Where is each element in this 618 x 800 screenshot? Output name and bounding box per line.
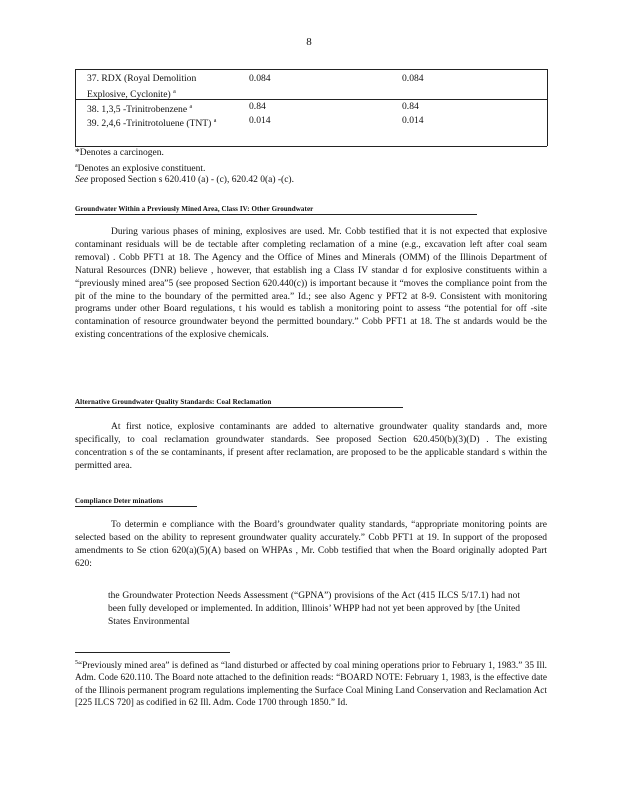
section-heading-compliance: Compliance Deter minations [75, 497, 197, 507]
table-left-rule [75, 69, 76, 146]
explosive-note: $^a$Denotes an explosive constituent. [75, 163, 206, 175]
table-top-rule [75, 69, 547, 70]
paragraph-groundwater: During various phases of mining, explosives are used. Mr. Cobb testified that it is not expected that explosive contaminant residuals will be de tectable after completing reclamation of a mine (e.g., excavation left after coal seam removal) . Cobb PFT1 at 18. The Agency and the Office of Mines and Minerals (OMM) of the Illinois Department of Natural Resources (DNR) believe , however, that establish ing a Class IV standar d for explosive constituents within a “previously mined area”5 (see proposed Section 620.440(c)) is important because it “moves the compliance point from the pit of the mine to the boundary of the permitted area.” Id.; see also Agenc y PFT2 at 8-9. Consistent with monitoring programs under other Board regulations, t his would es tablish a monitoring point to assess “the potential for off -site contamination of resource groundwater beyond the permitted boundary.” Cobb PFT1 at 18. The st andards would be the existing concentrations of the explosive chemicals. [75, 227, 547, 341]
carcinogen-note: *Denotes a carcinogen. [75, 148, 164, 158]
paragraph-alternative: At first notice, explosive contaminants are added to alternative groundwater quality standards and, more specifically, to coal reclamation groundwater standards. See proposed Section 620.450(b)(3)(D) . The existing concentration s of the se contaminants, if present after reclamation, are proposed to be the applicable standard s within the permitted area. [75, 422, 547, 471]
paragraph-compliance: To determin e compliance with the Board’s groundwater quality standards, “appropriate monitoring points are selected based on the ability to represent groundwater quality accurately.” Cobb PFT1 at 19. In support of the proposed amendments to Se ction 620(a)(5)(A) based on WHPAs , Mr. Cobb testified that when the Board originally adopted Part 620: [75, 520, 547, 569]
footnote-separator [75, 652, 230, 653]
footnote: $^5$“Previously mined area” is defined as “land disturbed or affected by coal mining operations prior to February 1, 1983.” 35 Ill. Adm. Code 620.110. The Board note attached to the definition reads: “BOARD NOTE: February 1, 1983, is the effective date of the Illinois permanent program regulations implementing the Surface Coal Mining Land Conservation and Reclamation Act [225 ILCS 720] as codified in 62 Ill. Adm. Code 1700 through 1850.” Id. [75, 660, 547, 708]
page-number: 8 [306, 36, 312, 48]
section-heading-groundwater: Groundwater Within a Previously Mined Area, Class IV: Other Groundwater [75, 205, 477, 215]
see-note: See proposed Section s 620.410 (a) - (c), 620.42 0(a) -(c). [75, 175, 294, 185]
section-heading-alternative: Alternative Groundwater Quality Standards: Coal Reclamation [75, 398, 403, 408]
table-right-rule [547, 69, 548, 146]
block-quote: the Groundwater Protection Needs Assessment (“GPNA”) provisions of the Act (415 ILCS 5/17.1) had not been fully developed or implemented. In addition, Illinois’ WHPP had not yet been approved by [the United States Environmental [108, 591, 520, 627]
